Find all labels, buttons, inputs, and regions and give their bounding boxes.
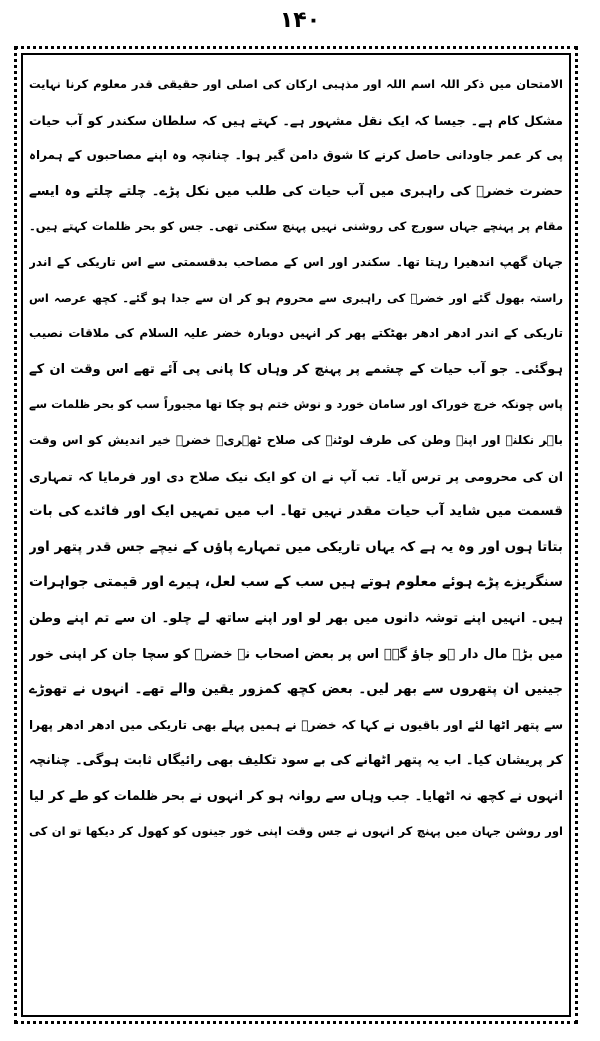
- text-line: جینیں ان پتھروں سے بھر لیں۔ بعض کچھ کمزور یقین والے تھے۔ انہوں نے تھوڑے: [29, 681, 563, 698]
- text-line: تاریکی کے اندر ادھر ادھر بھٹکتے پھر کر انہیں دوبارہ خضر علیہ السلام کی ملاقات نصیب: [29, 326, 563, 341]
- text-line: بتاتا ہوں اور وہ یہ ہے کہ یہاں تاریکی میں تمہارے پاؤں کے نیچے جس قدر پتھر اور: [29, 538, 563, 555]
- text-line: ان کی محرومی پر ترس آیا۔ تب آپ نے ان کو ایک نیک صلاح دی اور فرمایا کہ تمہاری: [29, 468, 563, 484]
- text-line: سنگریزے پڑے ہوئے معلوم ہوتے ہیں سب کے سب لعل، ہیرے اور قیمتی جواہرات: [29, 574, 563, 591]
- text-line: انہوں نے کچھ نہ اٹھایا۔ جب وہاں سے روانہ ہو کر انہوں نے بحر ظلمات کو طے کر لیا: [29, 788, 563, 804]
- text-line: کر پریشان کیا۔ اب یہ پتھر اٹھانے کی بے سود تکلیف بھی رائیگاں ثابت ہوگی۔ چنانچہ: [29, 753, 563, 769]
- page-number: ۱۴۰: [279, 8, 321, 33]
- page-border: [14, 46, 578, 1024]
- text-line: جہان گھپ اندھیرا رہتا تھا۔ سکندر اور اس کے مصاحب بدقسمتی سے اس تاریکی کے اندر: [29, 254, 563, 269]
- text-line: اور روشن جہان میں پہنچ کر انہوں نے جس وقت اپنی خور جینوں کو کھول کر دیکھا تو ان کی: [29, 824, 563, 839]
- text-line: پاس چونکہ خرچ خوراک اور سامان خورد و نوش ختم ہو چکا تھا مجبوراً سب کو بحر ظلمات سے: [29, 397, 563, 412]
- text-line: قسمت میں شاید آب حیات مقدر نہیں تھا۔ اب میں تمہیں ایک اور فائدے کی بات: [29, 503, 563, 520]
- text-line: مقام پر پہنچے جہاں سورج کی روشنی نہیں پہنچ سکتی تھی۔ جس کو بحر ظلمات کہتے ہیں۔: [29, 219, 563, 234]
- text-line: الامتحان میں ذکر اللہ اسم اللہ اور مذہبی ارکان کی اصلی اور حقیقی قدر معلوم کرنا نہایت: [29, 77, 563, 91]
- text-line: حضرت خضرؑ کی راہبری میں آب حیات کی طلب میں نکل پڑے۔ چلتے چلتے وہ ایسے: [29, 183, 563, 199]
- text-line: راستہ بھول گئے اور خضرؑ کی راہبری سے محروم ہو کر ان سے جدا ہو گئے۔ کچھ عرصہ اس: [29, 290, 563, 305]
- text-line: ہوگئی۔ جو آب حیات کے چشمے پر پہنچ کر وہاں کا پانی پی آئے تھے اس وقت ان کے: [29, 361, 563, 377]
- text-line: سے پتھر اٹھا لئے اور باقیوں نے کہا کہ خضرؑ نے ہمیں پہلے بھی تاریکی میں ادھر ادھر پھرا: [29, 717, 563, 732]
- text-line: میں بڑے مال دار ہو جاؤ گے۔ اس پر بعض اصحاب نے خضرؑ کو سچا جان کر اپنی خور: [29, 646, 563, 662]
- text-line: باہر نکلنے اور اپنے وطن کی طرف لوٹنے کی صلاح ٹھہری۔ خضرؑ خیر اندیش کو اس وقت: [29, 432, 563, 447]
- text-line: مشکل کام ہے۔ جیسا کہ ایک نقل مشہور ہے۔ کہتے ہیں کہ سلطان سکندر کو آب حیات: [29, 112, 563, 128]
- text-line: ہیں۔ انہیں اپنے توشہ دانوں میں بھر لو اور اپنے ساتھ لے چلو۔ ان سے تم اپنے وطن: [29, 610, 563, 626]
- text-line: پی کر عمر جاودانی حاصل کرنے کا شوق دامن گیر ہوا۔ چنانچہ وہ اپنے مصاحبوں کے ہمراہ: [29, 148, 563, 163]
- body-text: [29, 67, 563, 850]
